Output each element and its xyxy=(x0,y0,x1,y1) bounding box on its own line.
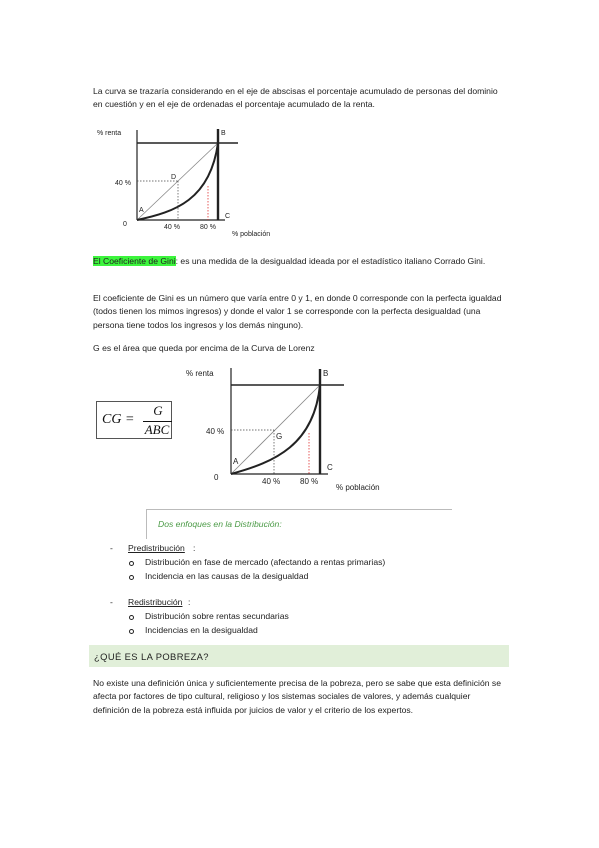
chart1-label-b: B xyxy=(221,130,226,137)
bullet-icon xyxy=(129,561,134,566)
chart2-x80: 80 % xyxy=(300,477,319,486)
chart2-x40: 40 % xyxy=(262,477,281,486)
lorenz-chart-1 xyxy=(90,124,271,240)
chart2-ylabel: % renta xyxy=(186,369,214,378)
chart2-label-a: A xyxy=(233,457,239,466)
chart1-y40: 40 % xyxy=(115,180,131,187)
callout-distribution xyxy=(146,509,452,539)
section-heading-pobreza: ¿QUÉ ES LA POBREZA? xyxy=(89,645,509,667)
chart1-label-d: D xyxy=(171,174,177,181)
bullet-icon xyxy=(129,629,134,634)
chart2-label-g: G xyxy=(276,432,283,441)
chart1-label-c: C xyxy=(225,213,231,220)
chart2-label-c: C xyxy=(327,463,333,472)
chart1-label-a: A xyxy=(139,207,144,214)
gini-formula xyxy=(96,401,172,439)
formula-numerator: G xyxy=(153,403,163,418)
bullet-icon xyxy=(129,615,134,620)
chart2-label-b: B xyxy=(323,369,329,378)
paragraph-gini-definition: El Coeficiente de Gini: es una medida de la desigualdad ideada por el estadístico italiano Corrado Gini. xyxy=(93,256,486,266)
lorenz-chart-2 xyxy=(180,362,390,494)
chart1-x40: 40 % xyxy=(164,224,180,231)
paragraph-lorenz-curve: La curva se trazaría considerando en el eje de abscisas el porcentaje acumulado de personas del dominio en cuestión y en el eje de ordenadas el porcentaje acumulado de la renta. xyxy=(93,86,498,110)
chart2-y40: 40 % xyxy=(206,427,225,436)
chart1-xlabel: % población xyxy=(232,231,271,238)
paragraph-pobreza: No existe una definición única y suficientemente precisa de la pobreza, pero se sabe que esta definición se afecta por factores de tipo cultural, religioso y los sistemas sociales de valores, y además cualquier definición de la pobreza está influida por juicios de valor y el criterio de los expertos. xyxy=(93,678,501,715)
chart2-origin: 0 xyxy=(214,473,219,482)
chart2-xlabel: % población xyxy=(336,483,380,492)
chart1-origin: 0 xyxy=(123,221,127,228)
gini-highlight: El Coeficiente de Gini xyxy=(93,256,176,266)
formula-lhs: CG = xyxy=(102,412,135,427)
formula-denominator: ABC xyxy=(144,422,170,437)
callout-text: Dos enfoques en la Distribución: xyxy=(158,519,282,529)
chart1-ylabel: % renta xyxy=(97,130,122,137)
chart1-x80: 80 % xyxy=(200,224,216,231)
paragraph-g-area: G es el área que queda por encima de la Curva de Lorenz xyxy=(93,343,315,353)
paragraph-gini-range: El coeficiente de Gini es un número que varía entre 0 y 1, en donde 0 corresponde con la perfecta igualdad (todos tienen los mimos ingresos) y donde el valor 1 se corresponde con la perfecta desigualdad (una persona tiene todos los ingresos y los demás ninguno). xyxy=(93,293,502,330)
bullet-icon xyxy=(129,575,134,580)
